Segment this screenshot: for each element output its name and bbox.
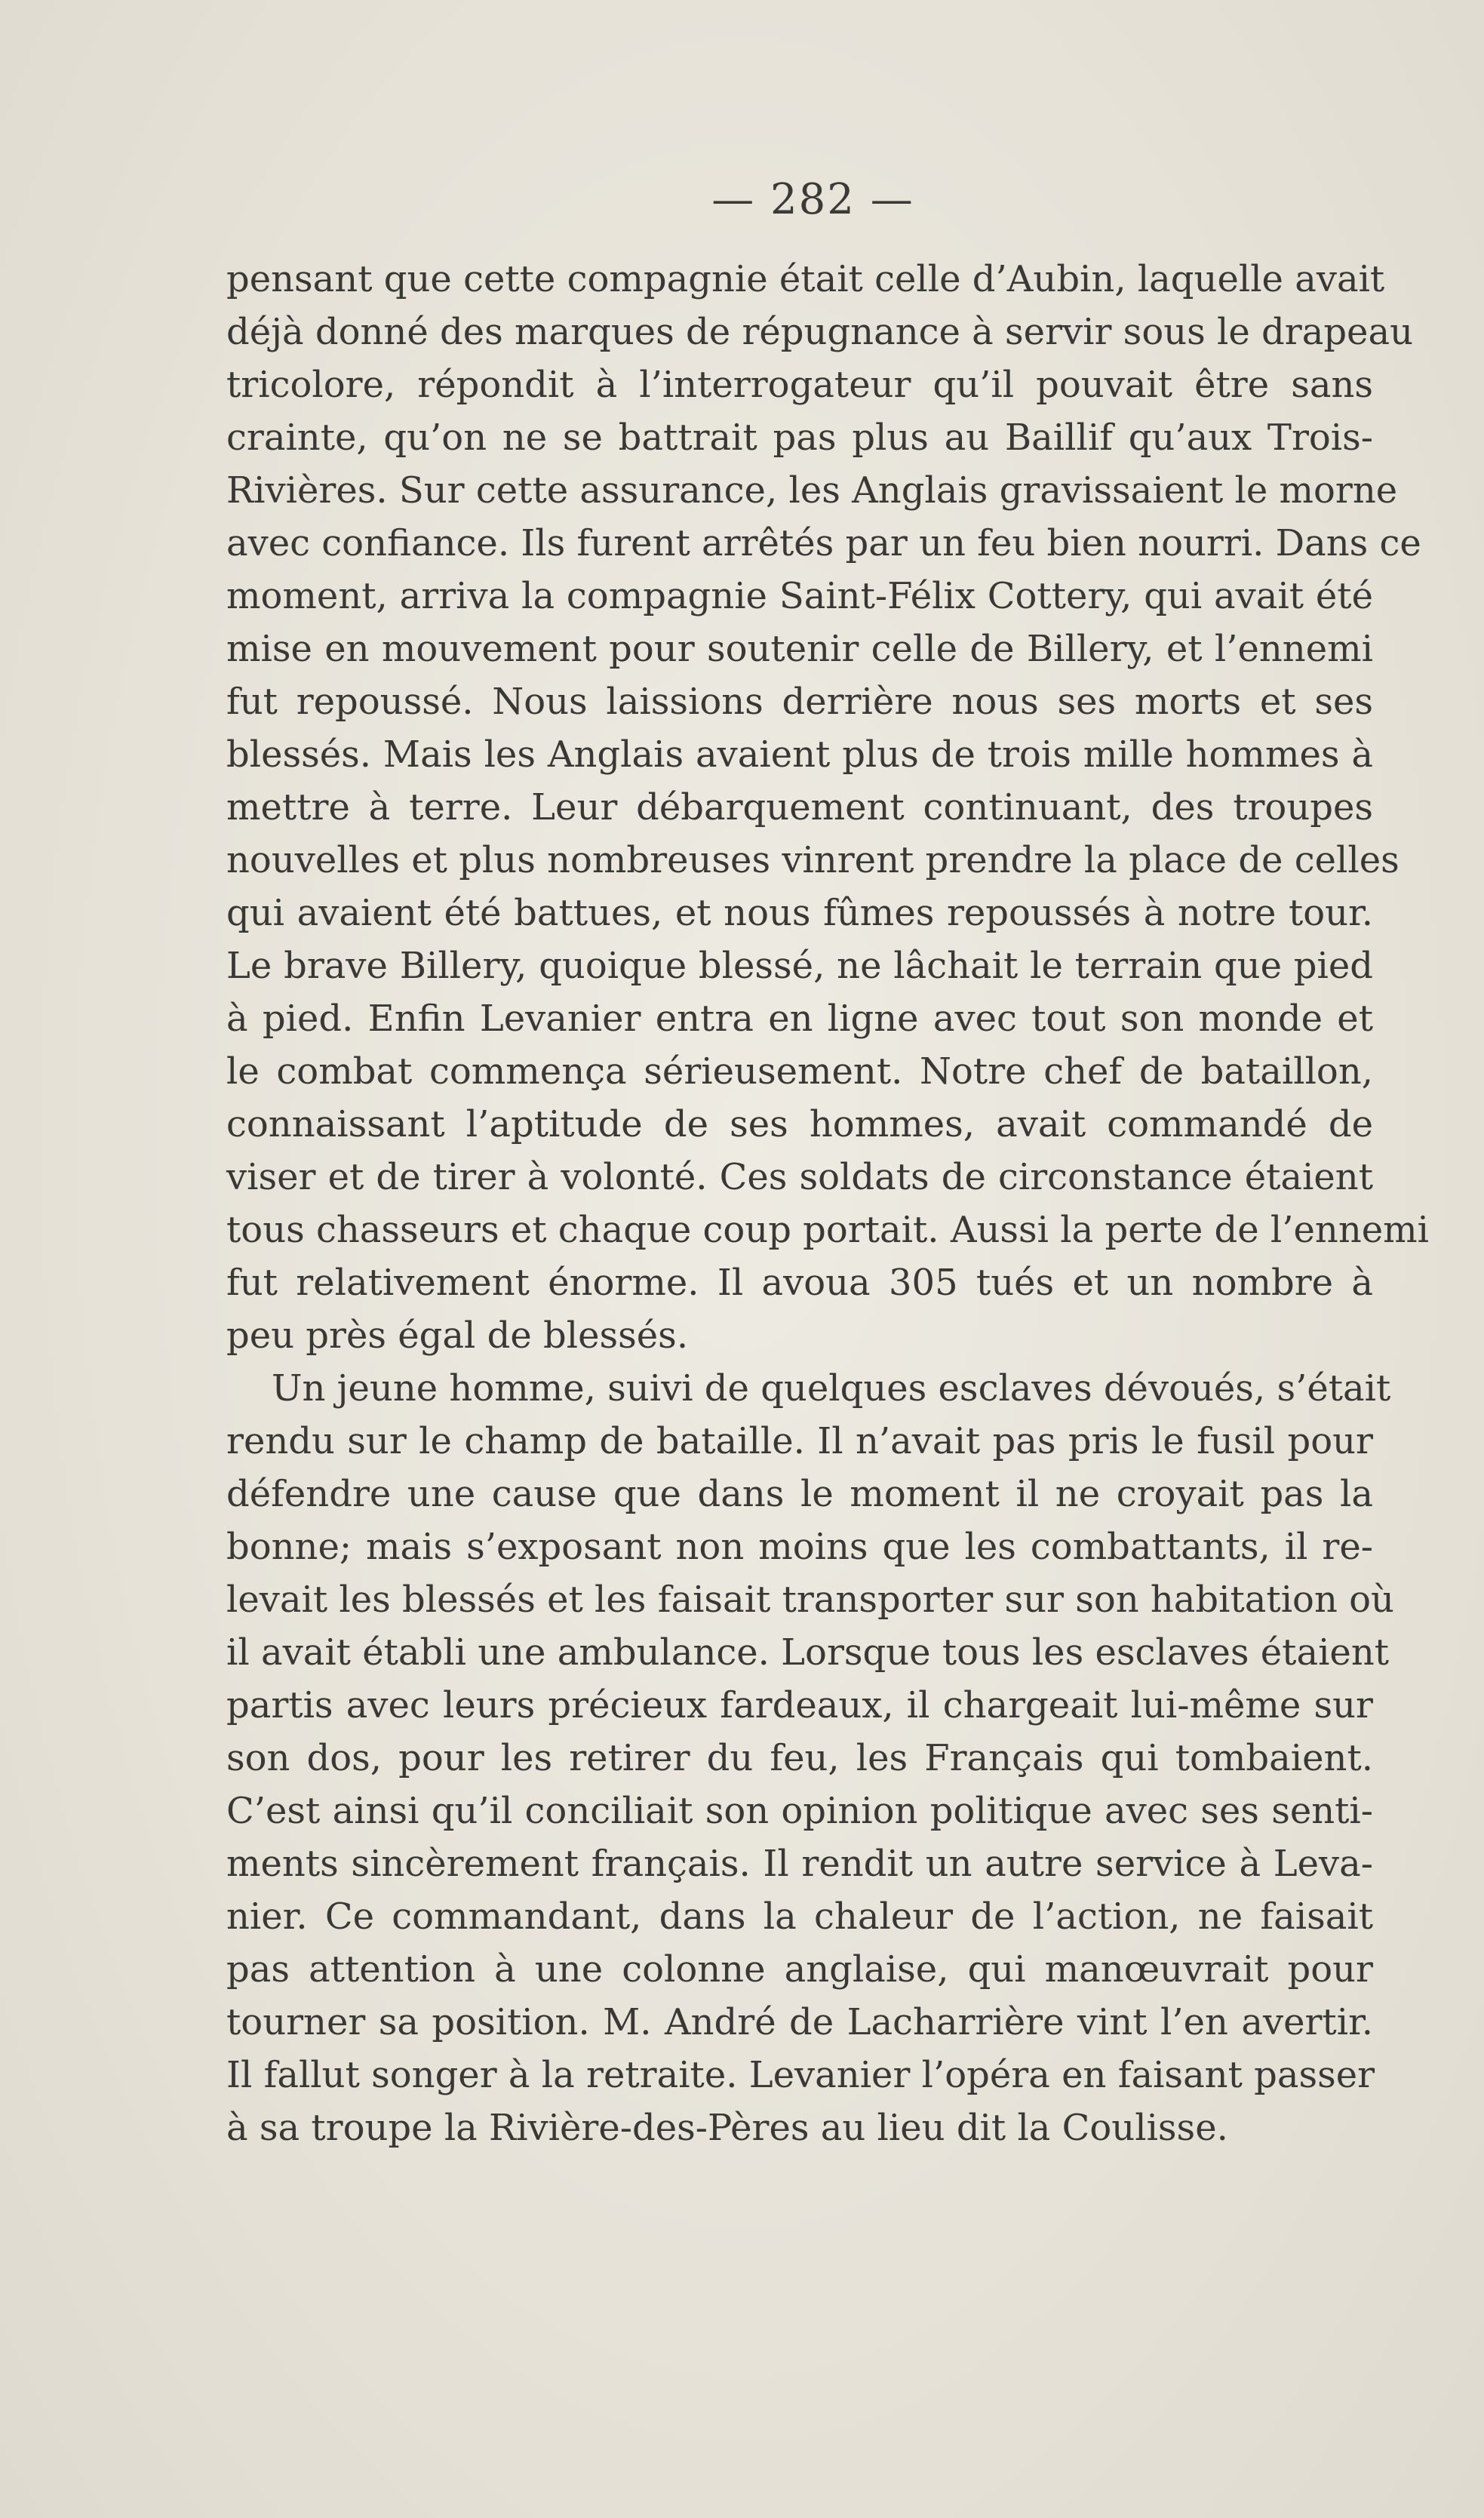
text-line: pensant que cette compagnie était celle d’Aubin, laquelle avait (226, 258, 1385, 300)
text-line: le combat commença sérieusement. Notre chef de bataillon, (226, 1050, 1373, 1093)
text-line: connaissant l’aptitude de ses hommes, avait commandé de (226, 1103, 1373, 1145)
text-line: levait les blessés et les faisait transporter sur son habitation où (226, 1579, 1394, 1621)
text-line: tous chasseurs et chaque coup portait. Aussi la perte de l’ennemi (226, 1209, 1430, 1251)
text-line: avec confiance. Ils furent arrêtés par un feu bien nourri. Dans ce (226, 522, 1421, 564)
text-line: déjà donné des marques de répugnance à servir sous le drapeau (226, 311, 1413, 353)
text-line: partis avec leurs précieux fardeaux, il chargeait lui-même sur (226, 1684, 1373, 1726)
text-line: moment, arriva la compagnie Saint-Félix Cottery, qui avait été (226, 575, 1373, 617)
text-line: à sa troupe la Rivière-des-Pères au lieu dit la Coulisse. (226, 2107, 1228, 2149)
text-line: viser et de tirer à volonté. Ces soldats de circonstance étaient (226, 1156, 1373, 1198)
text-line: fut relativement énorme. Il avoua 305 tués et un nombre à (226, 1262, 1373, 1304)
text-line: défendre une cause que dans le moment il ne croyait pas la (226, 1473, 1373, 1515)
text-line: il avait établi une ambulance. Lorsque tous les esclaves étaient (226, 1631, 1390, 1674)
text-line: crainte, qu’on ne se battrait pas plus au Baillif qu’aux Trois- (226, 417, 1373, 459)
text-line: qui avaient été battues, et nous fûmes repoussés à notre tour. (226, 892, 1373, 934)
text-line: peu près égal de blessés. (226, 1314, 689, 1357)
text-line: ments sincèrement français. Il rendit un autre service à Leva- (226, 1843, 1373, 1885)
text-line: tourner sa position. M. André de Lacharrière vint l’en avertir. (226, 2001, 1373, 2043)
body-text (226, 253, 1430, 2154)
text-line: pas attention à une colonne anglaise, qui manœuvrait pour (226, 1948, 1373, 1991)
text-line: bonne; mais s’exposant non moins que les combattants, il re- (226, 1526, 1373, 1568)
text-line: mettre à terre. Leur débarquement continuant, des troupes (226, 786, 1373, 829)
text-line: mise en mouvement pour soutenir celle de Billery, et l’ennemi (226, 628, 1373, 670)
text-line: Le brave Billery, quoique blessé, ne lâchait le terrain que pied (226, 945, 1373, 987)
text-line: rendu sur le champ de bataille. Il n’avait pas pris le fusil pour (226, 1420, 1373, 1462)
page-number: — 282 — (711, 175, 914, 224)
text-line: Un jeune homme, suivi de quelques esclaves dévoués, s’était (272, 1367, 1391, 1410)
text-line: Rivières. Sur cette assurance, les Anglais gravissaient le morne (226, 469, 1398, 512)
text-line: Il fallut songer à la retraite. Levanier l’opéra en faisant passer (226, 2054, 1375, 2096)
text-line: nouvelles et plus nombreuses vinrent prendre la place de celles (226, 839, 1400, 881)
text-line: nier. Ce commandant, dans la chaleur de l’action, ne faisait (226, 1895, 1373, 1938)
text-line: à pied. Enfin Levanier entra en ligne avec tout son monde et (226, 998, 1373, 1040)
text-line: son dos, pour les retirer du feu, les Français qui tombaient. (226, 1737, 1373, 1779)
text-line: blessés. Mais les Anglais avaient plus de trois mille hommes à (226, 733, 1373, 776)
text-line: tricolore, répondit à l’interrogateur qu’il pouvait être sans (226, 364, 1373, 406)
text-line: C’est ainsi qu’il conciliait son opinion politique avec ses senti- (226, 1790, 1373, 1832)
text-line: fut repoussé. Nous laissions derrière nous ses morts et ses (226, 681, 1373, 723)
